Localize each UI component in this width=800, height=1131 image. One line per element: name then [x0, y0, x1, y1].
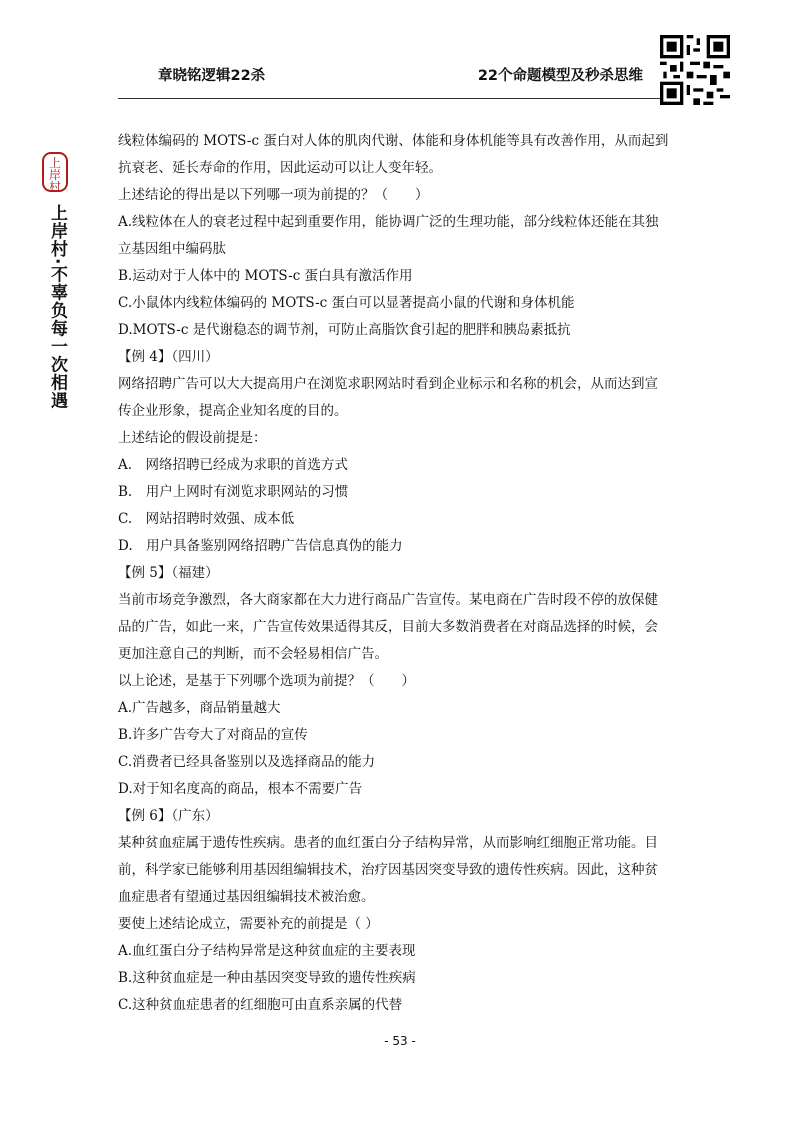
text-line: 某种贫血症属于遗传性疾病。患者的血红蛋白分子结构异常，从而影响红细胞正常功能。目	[118, 835, 658, 851]
option-a: A.线粒体在人的衰老过程中起到重要作用，能协调广泛的生理功能，部分线粒体还能在其独	[118, 214, 659, 230]
option-d: D.对于知名度高的商品，根本不需要广告	[118, 781, 363, 797]
option-a-continued: 立基因组中编码肽	[118, 241, 226, 257]
question-stem: 要使上述结论成立，需要补充的前提是（ ）	[118, 916, 379, 932]
option-c: C.消费者已经具备鉴别以及选择商品的能力	[118, 754, 376, 770]
header-right-title: 22个命题模型及秒杀思维	[477, 68, 643, 84]
option-a: A.广告越多，商品销量越大	[118, 700, 281, 716]
example-heading: 【例 6】（广东）	[118, 808, 219, 824]
header-left-title: 章晓铭逻辑22杀	[158, 68, 266, 84]
text-line: 品的广告，如此一来，广告宣传效果适得其反，目前大多数消费者在对商品选择的时候，会	[118, 619, 658, 635]
question-stem: 上述结论的假设前提是：	[118, 430, 267, 446]
text-line: 网络招聘广告可以大大提高用户在浏览求职网站时看到企业标示和名称的机会，从而达到宣	[118, 376, 658, 392]
text-line: 当前市场竞争激烈，各大商家都在大力进行商品广告宣传。某电商在广告时段不停的放保健	[118, 592, 658, 608]
brand-seal	[42, 152, 68, 192]
option-b: B. 用户上网时有浏览求职网站的习惯	[118, 484, 349, 500]
option-b: B.这种贫血症是一种由基因突变导致的遗传性疾病	[118, 970, 416, 986]
example-heading: 【例 5】（福建）	[118, 565, 219, 581]
option-a: A. 网络招聘已经成为求职的首选方式	[118, 457, 349, 473]
document-body	[118, 128, 688, 1019]
option-b: B.运动对于人体中的 MOTS-c 蛋白具有激活作用	[118, 268, 413, 284]
qr-code-icon	[660, 35, 730, 105]
page-number: - 53 -	[384, 1034, 416, 1048]
question-stem: 以上论述，是基于下列哪个选项为前提？（ ）	[118, 673, 415, 689]
example-heading: 【例 4】（四川）	[118, 349, 219, 365]
text-line: 更加注意自己的判断，而不会轻易相信广告。	[118, 646, 388, 662]
text-line: 传企业形象，提高企业知名度的目的。	[118, 403, 348, 419]
text-line: 血症患者有望通过基因组编辑技术被治愈。	[118, 889, 375, 905]
side-slogan: 上岸村·不辜负每一次相遇	[47, 204, 67, 410]
header-divider	[118, 98, 683, 99]
text-line: 前，科学家已能够利用基因组编辑技术，治疗因基因突变导致的遗传性疾病。因此，这种贫	[118, 862, 658, 878]
text-line: 抗衰老、延长寿命的作用，因此运动可以让人变年轻。	[118, 160, 442, 176]
option-a: A.血红蛋白分子结构异常是这种贫血症的主要表现	[118, 943, 416, 959]
option-d: D. 用户具备鉴别网络招聘广告信息真伪的能力	[118, 538, 403, 554]
option-b: B.许多广告夸大了对商品的宣传	[118, 727, 308, 743]
option-c: C.小鼠体内线粒体编码的 MOTS-c 蛋白可以显著提高小鼠的代谢和身体机能	[118, 295, 575, 311]
option-d: D.MOTS-c 是代谢稳态的调节剂，可防止高脂饮食引起的肥胖和胰岛素抵抗	[118, 322, 571, 338]
option-c: C.这种贫血症患者的红细胞可由直系亲属的代替	[118, 997, 403, 1013]
page-header	[118, 60, 678, 86]
side-branding	[38, 152, 82, 409]
question-stem: 上述结论的得出是以下列哪一项为前提的？（ ）	[118, 187, 429, 203]
text-line: 线粒体编码的 MOTS-c 蛋白对人体的肌肉代谢、体能和身体机能等具有改善作用，从而起到	[118, 133, 669, 149]
brand-seal-text: 上岸村	[48, 156, 61, 194]
option-c: C. 网站招聘时效强、成本低	[118, 511, 295, 527]
